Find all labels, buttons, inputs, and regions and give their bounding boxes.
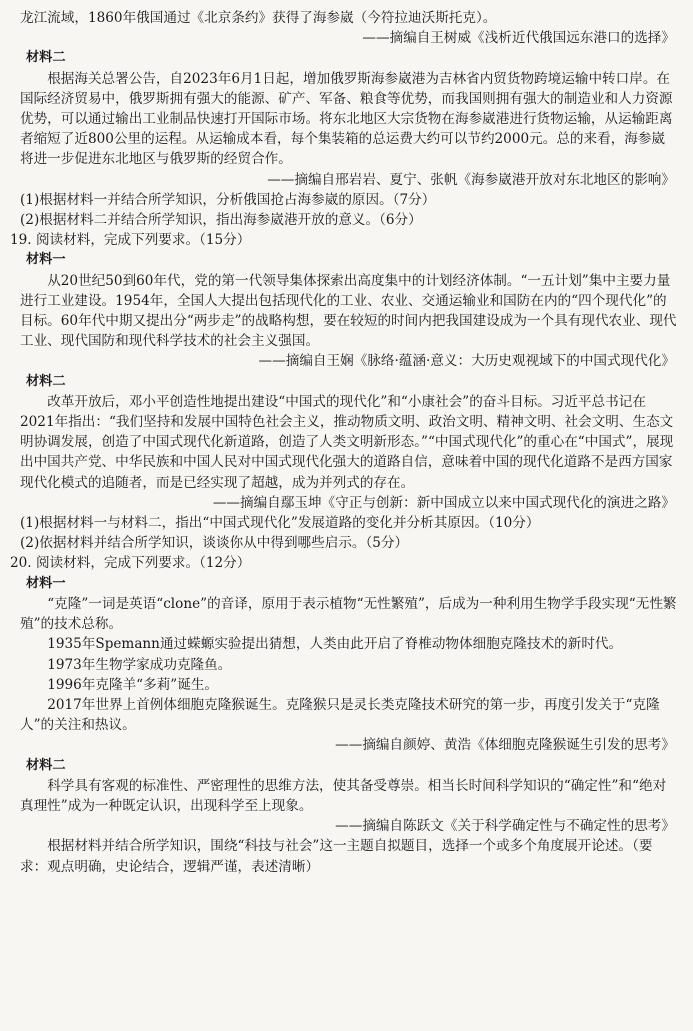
q19-sub1: (1)根据材料一与材料二，指出“中国式现代化”发展道路的变化并分析其原因。（10分）	[20, 515, 540, 532]
q19-material1-text: 从20世纪50到60年代，党的第一代领导集体探索出高度集中的计划经济体制。“一五计划”集中主要力量进行工业建设。1954年，全国人大提出包括现代化的工业、农业、交通运输业和国防在内的“四个现代化”的目标。60年代中期又提出分“两步走”的战略构想，要在较短的时间内把我国建设成为一个具有现代农业、现代工业、现代国防和现代科学技术的社会主义强国。	[20, 272, 677, 350]
q20-material1-source: ——摘编自颜婷、黄浩《体细胞克隆猴诞生引发的思考》	[335, 737, 675, 754]
q20-item: 1996年克隆羊“多莉”诞生。	[47, 676, 219, 693]
q20-item: 1935年Spemann通过蝾螈实验提出猜想，人类由此开启了脊椎动物体细胞克隆技术的新时代。	[47, 636, 623, 653]
q20-task: 根据材料并结合所学知识，围绕“科技与社会”这一主题自拟题目，选择一个或多个角度展开论述。（要求：观点明确，史论结合，逻辑严谨，表述清晰）	[20, 838, 653, 875]
q20-material1-intro: “克隆”一词是英语“clone”的音译，原用于表示植物“无性繁殖”，后成为一种利用生物学手段实现“无性繁殖”的技术总称。	[20, 595, 677, 633]
q19-material1-source: ——摘编自王娴《脉络·蕴涵·意义：大历史观视域下的中国式现代化》	[258, 353, 675, 370]
q18-material2-source: ——摘编自邢岩岩、夏宁、张帆《海参崴港开放对东北地区的影响》	[267, 171, 675, 188]
q20-material2-text: 科学具有客观的标准性、严密理性的思维方法，使其备受尊崇。相当长时间科学知识的“确定性”和“绝对真理性”成为一种既定认识，出现科学至上现象。	[20, 777, 667, 814]
q20-item: 1973年生物学家成功克隆鱼。	[47, 656, 232, 673]
q18-material2-title: 材料二	[26, 50, 66, 66]
q19-material2-source: ——摘编自鄢玉坤《守正与创新：新中国成立以来中国式现代化的演进之路》	[212, 494, 675, 511]
q19-head: 19. 阅读材料，完成下列要求。（15分）	[10, 232, 251, 249]
q19-material1-title: 材料一	[26, 252, 66, 268]
q19-material2-text: 改革开放后，邓小平创造性地提出建设“中国式的现代化”和“小康社会”的奋斗目标。习近平总书记在2021年指出：“我们坚持和发展中国特色社会主义，推动物质文明、政治文明、精神文明、社会文明、生态文明协调发展，创造了中国式现代化新道路，创造了人类文明新形态。”“中国式现代化”的重心在“中国式”，展现出中国共产党、中华民族和中国人民对中国式现代化强大的道路自信，意味着中国的现代化道路不是西方国家现代化模式的追随者，而是已经实现了超越，成为并列式的存在。	[20, 393, 674, 491]
q20-item: 2017年世界上首例体细胞克隆猴诞生。克隆猴只是灵长类克隆技术研究的第一步，再度引发关于“克隆人”的关注和热议。	[20, 696, 660, 734]
intro-line: 龙江流域，1860年俄国通过《北京条约》获得了海参崴（今符拉迪沃斯托克）。	[20, 10, 497, 26]
q18-sub2: (2)根据材料二并结合所学知识，指出海参崴港开放的意义。（6分）	[20, 212, 422, 229]
intro-source: ——摘编自王树威《浅析近代俄国远东港口的选择》	[362, 30, 675, 47]
q19-sub2: (2)依据材料并结合所学知识，谈谈你从中得到哪些启示。（5分）	[20, 535, 409, 552]
q18-material2-text: 根据海关总署公告，自2023年6月1日起，增加俄罗斯海参崴港为吉林省内贸货物跨境运输中转口岸。在国际经济贸易中，俄罗斯拥有强大的能源、矿产、军备、粮食等优势，而我国则拥有强大的制造业和人力资源优势，可以通过输出工业制品快速打开国际市场。将东北地区大宗货物在海参崴港进行货物运输，从运输距离者缩短了近800公里的运程。从运输成本看，每个集装箱的总运费大约可以节约2000元。总的来看，海参崴将进一步促进东北地区与俄罗斯的经贸合作。	[20, 70, 673, 168]
q18-sub1: (1)根据材料一并结合所学知识，分析俄国抢占海参崴的原因。（7分）	[20, 191, 436, 208]
q20-material1-title: 材料一	[26, 575, 66, 591]
q20-head: 20. 阅读材料，完成下列要求。（12分）	[10, 555, 251, 572]
q20-material2-source: ——摘编自陈跃文《关于科学确定性与不确定性的思考》	[335, 818, 675, 835]
q20-material2-title: 材料二	[26, 757, 66, 773]
q19-material2-title: 材料二	[26, 373, 66, 389]
